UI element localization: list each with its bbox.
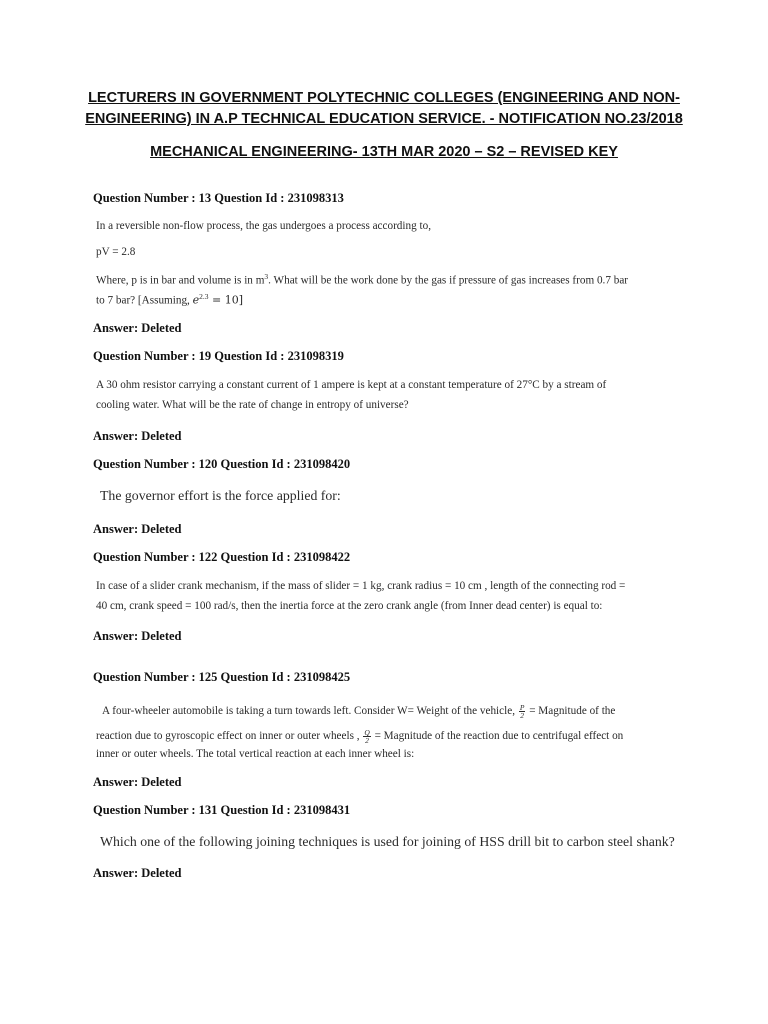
question-text-line <box>96 272 628 287</box>
question-text-line <box>96 729 623 744</box>
question-heading: Question Number : 131 Question Id : 231098431 <box>93 803 351 817</box>
text-fragment: reaction due to gyroscopic effect on inner or outer wheels , <box>96 730 363 743</box>
question-heading: Question Number : 13 Question Id : 231098313 <box>93 191 344 205</box>
document-subtitle: MECHANICAL ENGINEERING- 13TH MAR 2020 – S2 – REVISED KEY <box>150 144 618 160</box>
question-heading: Question Number : 19 Question Id : 231098319 <box>93 349 344 363</box>
fraction <box>519 704 526 719</box>
question-heading: Question Number : 125 Question Id : 231098425 <box>93 670 351 684</box>
answer-label: Answer: Deleted <box>93 321 182 335</box>
question-text-line <box>102 704 615 719</box>
text-fragment: = Magnitude of the <box>526 705 616 718</box>
answer-label: Answer: Deleted <box>93 522 182 536</box>
question-text-line: A 30 ohm resistor carrying a constant current of 1 ampere is kept at a constant temperature of 27°C by a stream of <box>96 379 607 391</box>
text-fragment: Where, p is in bar and volume is in m <box>96 274 265 287</box>
answer-label: Answer: Deleted <box>93 429 182 443</box>
text-fragment: = Magnitude of the reaction due to centrifugal effect on <box>371 730 624 743</box>
superscript: 2.3 <box>199 292 209 301</box>
text-fragment: A four-wheeler automobile is taking a turn towards left. Consider W= Weight of the vehicle, <box>102 705 518 718</box>
fraction-denominator: 2 <box>365 736 369 745</box>
question-text-line: inner or outer wheels. The total vertical reaction at each inner wheel is: <box>96 748 415 760</box>
question-text-line: The governor effort is the force applied for: <box>100 488 341 503</box>
question-text-line: In case of a slider crank mechanism, if the mass of slider = 1 kg, crank radius = 10 cm , length of the connecting rod = <box>96 580 626 592</box>
document-title <box>60 88 708 130</box>
question-text-line <box>96 292 243 307</box>
answer-label: Answer: Deleted <box>93 866 182 880</box>
math-symbol: e <box>192 293 200 307</box>
question-text-line: In a reversible non-flow process, the gas undergoes a process according to, <box>96 220 431 232</box>
answer-label: Answer: Deleted <box>93 629 182 643</box>
fraction-numerator: P <box>519 703 525 712</box>
superscript: 3 <box>264 272 269 281</box>
answer-label: Answer: Deleted <box>93 775 182 789</box>
fraction <box>363 729 370 744</box>
title-line-2: ENGINEERING) IN A.P TECHNICAL EDUCATION SERVICE. - NOTIFICATION NO.23/2018 <box>85 111 683 127</box>
text-fragment: to 7 bar? [Assuming, <box>96 294 193 307</box>
fraction-denominator: 2 <box>520 711 524 720</box>
question-heading: Question Number : 120 Question Id : 231098420 <box>93 457 351 471</box>
question-text-line: cooling water. What will be the rate of change in entropy of universe? <box>96 399 409 411</box>
question-text-line: pV = 2.8 <box>96 246 136 258</box>
fraction-numerator: Q <box>364 728 370 737</box>
title-line-1: LECTURERS IN GOVERNMENT POLYTECHNIC COLLEGES (ENGINEERING AND NON- <box>88 90 680 106</box>
question-text-line: Which one of the following joining techniques is used for joining of HSS drill bit to carbon steel shank? <box>100 834 675 849</box>
text-fragment: . What will be the work done by the gas if pressure of gas increases from 0.7 bar <box>268 274 629 287</box>
math-expression: = 10] <box>208 293 244 307</box>
question-heading: Question Number : 122 Question Id : 231098422 <box>93 550 351 564</box>
question-text-line: 40 cm, crank speed = 100 rad/s, then the inertia force at the zero crank angle (from Inner dead center) is equal to: <box>96 600 603 612</box>
